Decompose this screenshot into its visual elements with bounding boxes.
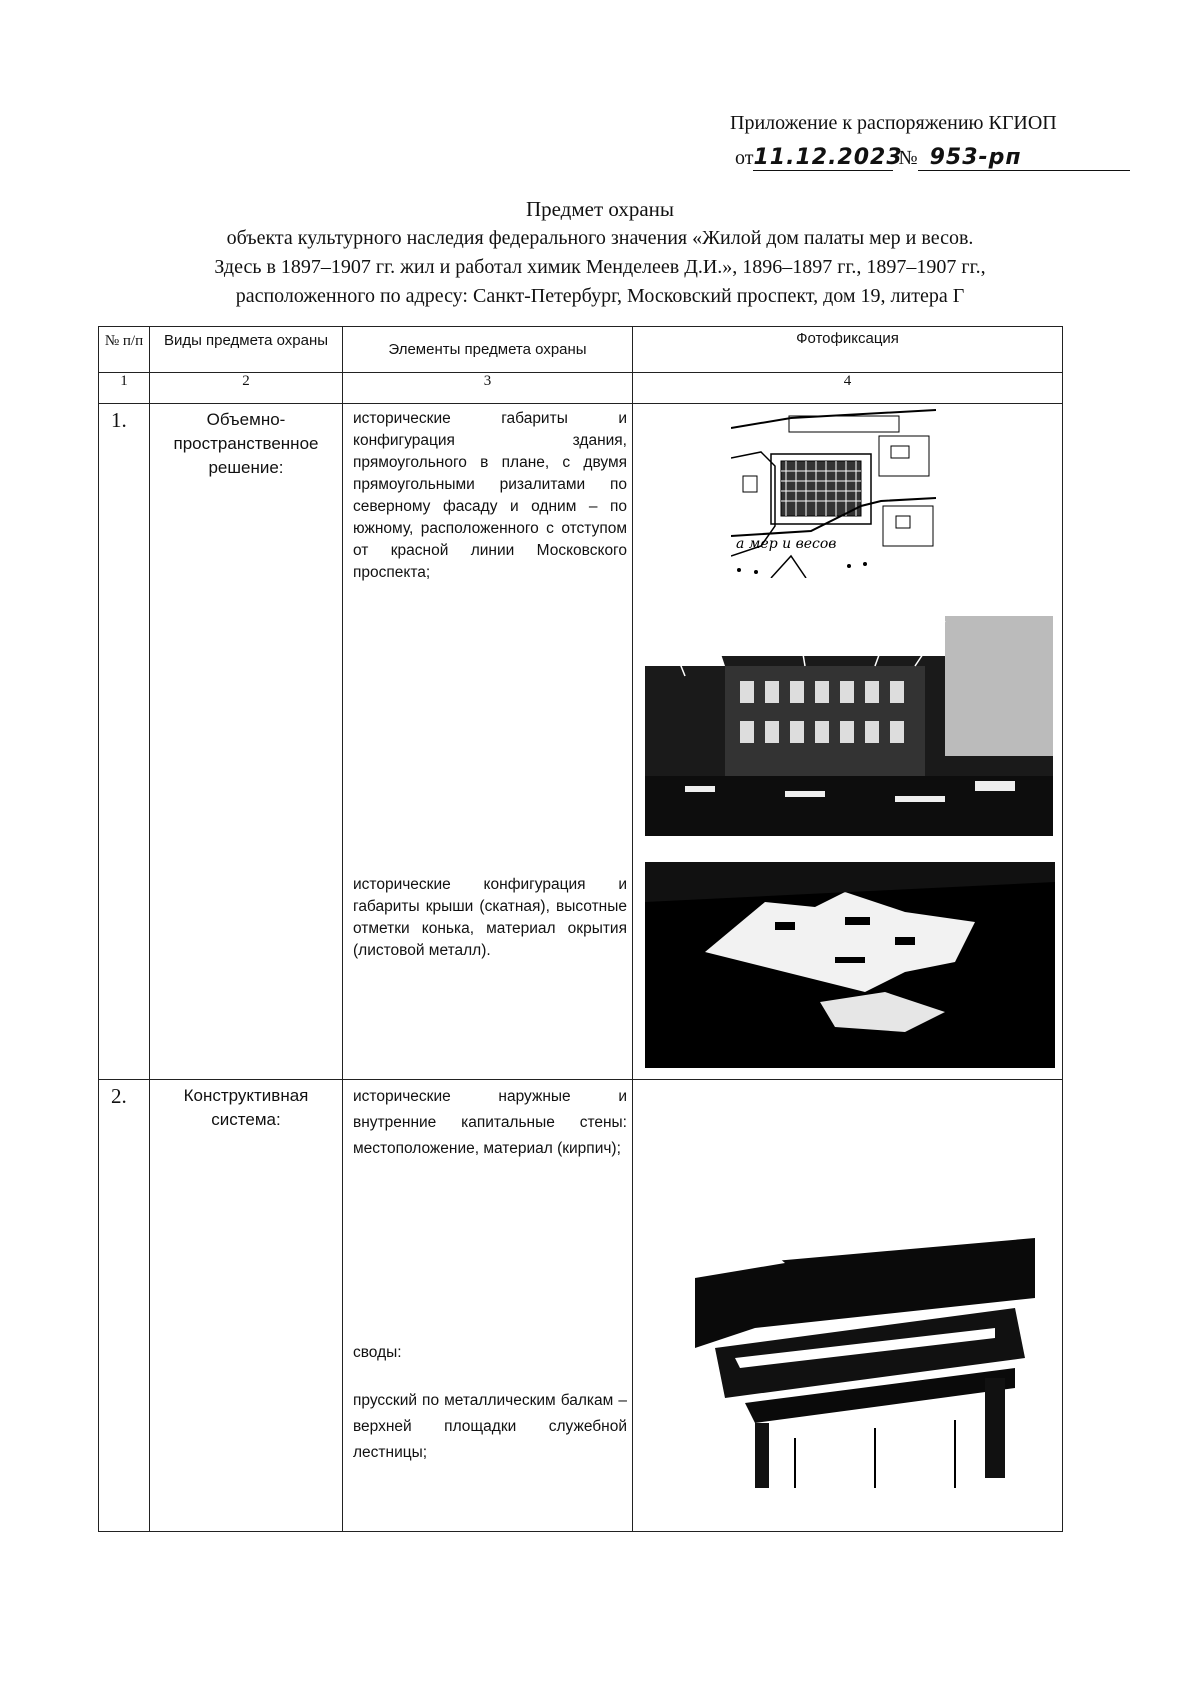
- row-elements: [343, 1080, 633, 1532]
- element-text: своды:: [353, 1344, 402, 1361]
- date-prefix: от: [735, 147, 754, 169]
- title-line-4: расположенного по адресу: Санкт-Петербург, Московский проспект, дом 19, литера Г: [235, 285, 965, 307]
- header-type: Виды предмета охраны: [150, 327, 343, 373]
- column-number-row: [99, 373, 1063, 404]
- element-text: исторические наружные и внутренние капитальные стены: местоположение, материал (кирпич);: [353, 1088, 627, 1157]
- order-date: 11.12.2023: [753, 145, 903, 170]
- vault-photo: [695, 1238, 1035, 1488]
- col-number: 4: [633, 373, 1063, 404]
- element-text: прусский по металлическим балкам – верхней площадки служебной лестницы;: [353, 1392, 627, 1461]
- header-row: [99, 327, 1063, 373]
- map-label: а мер и весов: [736, 536, 837, 552]
- facade-photo: [645, 606, 1053, 836]
- title-line-2: объекта культурного наследия федерального значения «Жилой дом палаты мер и весов.: [226, 227, 974, 249]
- protection-table: [98, 326, 1063, 1532]
- roof-photo: [645, 862, 1055, 1068]
- element-text: исторические габариты и конфигурация здания, прямоугольного в плане, с двумя прямоугольными ризалитами по северному фасаду и одним – по южному, расположенного с отступом от красной линии Московского проспекта;: [353, 410, 627, 581]
- table-row: [99, 1080, 1063, 1532]
- row-type: Объемно-пространственное решение:: [150, 404, 343, 1080]
- col-number: 3: [343, 373, 633, 404]
- row-elements: [343, 404, 633, 1080]
- site-plan-image: [731, 406, 936, 578]
- document-title: [100, 195, 1100, 311]
- col-number: 1: [99, 373, 150, 404]
- element-text: исторические конфигурация и габариты крыши (скатная), высотные отметки конька, материал окрытия (листовой металл).: [353, 876, 627, 959]
- row-photos: [633, 404, 1063, 1080]
- row-number: 2.: [99, 1080, 150, 1532]
- table-row: [99, 404, 1063, 1080]
- row-photos: [633, 1080, 1063, 1532]
- appendix-caption: Приложение к распоряжению КГИОП: [730, 112, 1057, 134]
- header-elements: Элементы предмета охраны: [343, 327, 633, 373]
- col-number: 2: [150, 373, 343, 404]
- order-line: [735, 145, 1130, 171]
- row-type: Конструктивная система:: [150, 1080, 343, 1532]
- title-line-3: Здесь в 1897–1907 гг. жил и работал химик Менделеев Д.И.», 1896–1897 гг., 1897–1907 гг.,: [214, 256, 986, 278]
- row-number: 1.: [99, 404, 150, 1080]
- title-line-1: Предмет охраны: [525, 197, 675, 221]
- order-number: 953-рп: [918, 145, 1130, 171]
- header-photo: Фотофиксация: [633, 327, 1063, 373]
- number-prefix: №: [898, 147, 918, 169]
- header-num: № п/п: [99, 327, 150, 373]
